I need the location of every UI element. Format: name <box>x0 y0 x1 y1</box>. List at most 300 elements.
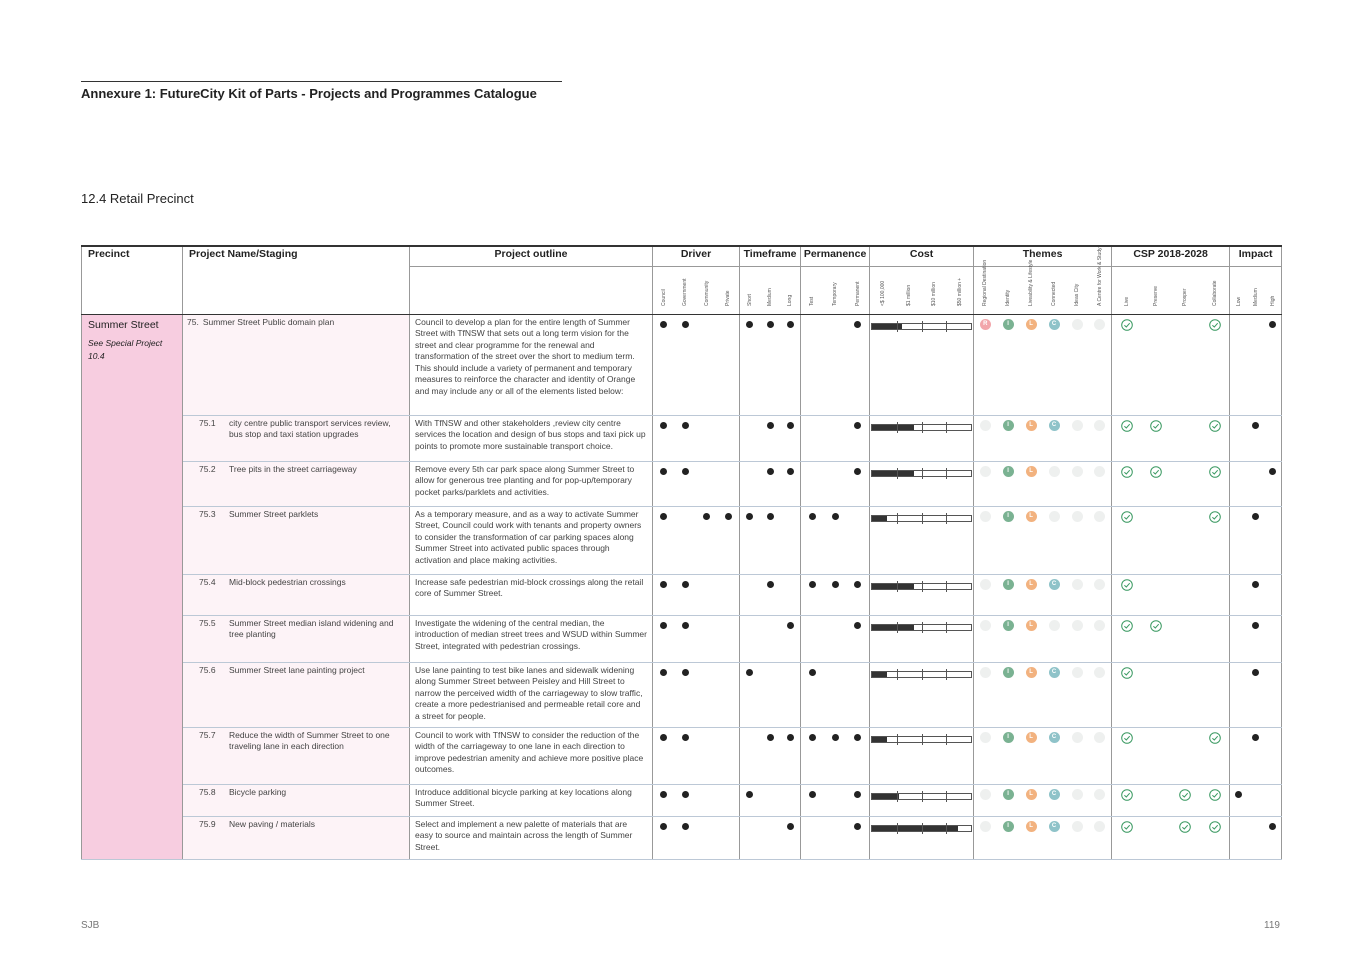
impact-cell <box>1247 727 1264 784</box>
csp-cell <box>1141 662 1171 727</box>
cost-bar <box>871 515 972 522</box>
cost-tick <box>922 513 923 524</box>
cost-tick <box>922 468 923 479</box>
permanence-dot <box>854 468 861 475</box>
csp-cell <box>1200 574 1230 615</box>
cost-tick <box>946 823 947 834</box>
permanence-dot <box>854 791 861 798</box>
table-row <box>82 816 1282 859</box>
theme-cell <box>1043 662 1066 727</box>
driver-cell <box>718 816 740 859</box>
driver-dot <box>682 622 689 629</box>
timeframe-cell <box>780 727 800 784</box>
impact-cell <box>1247 662 1264 727</box>
cost-bar-fill <box>872 516 887 521</box>
permanence-cell <box>847 314 870 415</box>
csp-cell <box>1141 816 1171 859</box>
csp-cell <box>1200 784 1230 816</box>
header-project-outline: Project outline <box>410 246 653 266</box>
subheader-themes-5: A Centre for Work & Study <box>1089 266 1112 314</box>
cost-tick <box>897 468 898 479</box>
page-number: 119 <box>1264 920 1280 931</box>
driver-dot <box>660 791 667 798</box>
subheader-themes-2: Liveability & Lifestyle <box>1020 266 1043 314</box>
csp-cell <box>1112 506 1142 574</box>
cost-cell <box>870 662 974 727</box>
timeframe-dot <box>767 321 774 328</box>
impact-cell <box>1230 784 1247 816</box>
permanence-cell <box>847 784 870 816</box>
theme-badge: I <box>1003 667 1014 678</box>
csp-cell <box>1200 506 1230 574</box>
theme-badge <box>980 667 991 678</box>
theme-badge: I <box>1003 579 1014 590</box>
theme-cell <box>974 662 997 727</box>
driver-cell <box>696 727 718 784</box>
subheader-driver-3: Private <box>718 266 740 314</box>
theme-cell <box>1066 727 1089 784</box>
csp-cell <box>1112 615 1142 662</box>
driver-cell <box>653 506 675 574</box>
theme-cell <box>1066 314 1089 415</box>
theme-badge <box>980 466 991 477</box>
subheader-permanence-0: Test <box>801 266 824 314</box>
cost-bar <box>871 470 972 477</box>
theme-cell <box>974 314 997 415</box>
cost-bar <box>871 624 972 631</box>
driver-cell <box>674 415 696 461</box>
theme-badge: I <box>1003 789 1014 800</box>
theme-cell <box>1089 784 1112 816</box>
timeframe-cell <box>760 816 780 859</box>
theme-badge <box>980 732 991 743</box>
theme-badge <box>980 789 991 800</box>
theme-cell <box>997 727 1020 784</box>
timeframe-cell <box>740 314 760 415</box>
driver-cell <box>674 461 696 506</box>
impact-dot <box>1235 791 1242 798</box>
theme-badge: C <box>1049 579 1060 590</box>
project-name-cell <box>183 415 410 461</box>
cost-bar-fill <box>872 672 887 677</box>
driver-dot <box>660 468 667 475</box>
table-row <box>82 314 1282 415</box>
theme-cell <box>1066 784 1089 816</box>
theme-cell <box>974 461 997 506</box>
cost-tick <box>946 734 947 745</box>
theme-cell <box>1043 415 1066 461</box>
subheader-timeframe-1: Medium <box>760 266 780 314</box>
csp-cell <box>1171 574 1201 615</box>
cost-tick <box>922 669 923 680</box>
check-circle-icon <box>1121 620 1133 632</box>
driver-cell <box>718 662 740 727</box>
csp-cell <box>1141 461 1171 506</box>
driver-cell <box>674 506 696 574</box>
driver-cell <box>653 662 675 727</box>
impact-cell <box>1230 415 1247 461</box>
timeframe-dot <box>767 468 774 475</box>
driver-cell <box>674 574 696 615</box>
permanence-dot <box>832 581 839 588</box>
impact-dot <box>1252 734 1259 741</box>
cost-tick <box>897 669 898 680</box>
impact-cell <box>1247 314 1264 415</box>
timeframe-cell <box>780 415 800 461</box>
impact-cell <box>1264 506 1281 574</box>
impact-cell <box>1264 662 1281 727</box>
permanence-dot <box>854 622 861 629</box>
timeframe-dot <box>787 468 794 475</box>
permanence-cell <box>801 662 824 727</box>
header-themes: Themes <box>974 246 1112 266</box>
timeframe-dot <box>746 669 753 676</box>
cost-bar-fill <box>872 625 914 630</box>
table-row <box>82 784 1282 816</box>
timeframe-cell <box>760 662 780 727</box>
driver-cell <box>696 662 718 727</box>
theme-cell <box>1043 615 1066 662</box>
timeframe-cell <box>780 461 800 506</box>
theme-cell <box>974 816 997 859</box>
theme-cell <box>1020 314 1043 415</box>
driver-cell <box>674 816 696 859</box>
theme-badge <box>1094 466 1105 477</box>
driver-cell <box>653 784 675 816</box>
driver-cell <box>718 574 740 615</box>
theme-cell <box>1089 461 1112 506</box>
subheader-themes-1: Identity <box>997 266 1020 314</box>
driver-cell <box>674 662 696 727</box>
check-circle-icon <box>1209 319 1221 331</box>
theme-badge <box>1094 579 1105 590</box>
cost-tick <box>922 321 923 332</box>
header-permanence: Permanence <box>801 246 870 266</box>
cost-cell <box>870 506 974 574</box>
theme-cell <box>1043 461 1066 506</box>
theme-cell <box>1043 784 1066 816</box>
cost-cell <box>870 784 974 816</box>
impact-cell <box>1230 314 1247 415</box>
theme-cell <box>974 727 997 784</box>
driver-dot <box>682 823 689 830</box>
cost-cell <box>870 574 974 615</box>
driver-cell <box>674 784 696 816</box>
theme-badge: R <box>980 319 991 330</box>
theme-cell <box>1020 727 1043 784</box>
theme-cell <box>1020 662 1043 727</box>
theme-cell <box>974 784 997 816</box>
permanence-dot <box>809 669 816 676</box>
driver-cell <box>653 615 675 662</box>
project-name: Summer Street lane painting project <box>229 664 365 675</box>
subheader-csp-0: Live <box>1112 266 1142 314</box>
project-name: Tree pits in the street carriageway <box>229 463 357 474</box>
table-row <box>82 506 1282 574</box>
timeframe-cell <box>760 314 780 415</box>
impact-dot <box>1252 422 1259 429</box>
theme-badge: I <box>1003 319 1014 330</box>
theme-badge: I <box>1003 420 1014 431</box>
theme-cell <box>1020 506 1043 574</box>
impact-cell <box>1230 506 1247 574</box>
timeframe-cell <box>760 784 780 816</box>
permanence-dot <box>854 321 861 328</box>
driver-dot <box>660 622 667 629</box>
timeframe-dot <box>746 791 753 798</box>
csp-cell <box>1171 615 1201 662</box>
driver-cell <box>653 816 675 859</box>
permanence-cell <box>801 784 824 816</box>
permanence-cell <box>824 784 847 816</box>
cost-tick <box>897 581 898 592</box>
permanence-cell <box>801 727 824 784</box>
project-outline: Council to work with TfNSW to consider the reduction of the width of the carriageway to one lane in each direction to improve pedestrian amenity and achieve more positive place outcomes. <box>410 727 653 784</box>
impact-cell <box>1264 574 1281 615</box>
timeframe-cell <box>760 506 780 574</box>
project-name-cell <box>183 784 410 816</box>
cost-tick <box>897 734 898 745</box>
subheader-cost-1: $1 million <box>905 284 912 306</box>
check-circle-icon <box>1179 821 1191 833</box>
theme-badge: I <box>1003 821 1014 832</box>
driver-cell <box>696 461 718 506</box>
driver-dot <box>660 513 667 520</box>
project-number: 75.8 <box>199 786 216 797</box>
theme-badge: C <box>1049 319 1060 330</box>
timeframe-cell <box>740 506 760 574</box>
timeframe-cell <box>780 662 800 727</box>
subheader-permanence-1: Temporary <box>824 266 847 314</box>
csp-cell <box>1112 574 1142 615</box>
csp-cell <box>1200 415 1230 461</box>
permanence-dot <box>854 581 861 588</box>
impact-cell <box>1247 574 1264 615</box>
timeframe-dot <box>787 422 794 429</box>
csp-cell <box>1171 506 1201 574</box>
theme-cell <box>1066 574 1089 615</box>
subheader-impact-2: High <box>1264 266 1281 314</box>
cost-cell <box>870 461 974 506</box>
subheader-themes-4: Ideas City <box>1066 266 1089 314</box>
timeframe-cell <box>760 415 780 461</box>
theme-badge <box>1094 420 1105 431</box>
csp-cell <box>1171 727 1201 784</box>
check-circle-icon <box>1121 319 1133 331</box>
impact-cell <box>1264 461 1281 506</box>
subheader-cost-0: <$ 100,000 <box>879 280 886 306</box>
project-number: 75.3 <box>199 508 216 519</box>
theme-cell <box>1066 415 1089 461</box>
theme-cell <box>997 314 1020 415</box>
project-number: 75.2 <box>199 463 216 474</box>
project-name-cell <box>183 461 410 506</box>
table-row <box>82 727 1282 784</box>
driver-cell <box>674 727 696 784</box>
subheader-csp-1: Preserve <box>1141 266 1171 314</box>
project-outline: Increase safe pedestrian mid-block crossings along the retail core of Summer Street. <box>410 574 653 615</box>
cost-cell <box>870 727 974 784</box>
timeframe-cell <box>740 615 760 662</box>
csp-cell <box>1171 662 1201 727</box>
cost-tick <box>946 513 947 524</box>
driver-cell <box>696 415 718 461</box>
driver-cell <box>696 784 718 816</box>
driver-dot <box>682 422 689 429</box>
cost-tick <box>922 823 923 834</box>
timeframe-cell <box>780 784 800 816</box>
theme-badge: I <box>1003 620 1014 631</box>
timeframe-cell <box>740 461 760 506</box>
header-driver: Driver <box>653 246 740 266</box>
driver-cell <box>696 574 718 615</box>
csp-cell <box>1171 314 1201 415</box>
impact-cell <box>1230 574 1247 615</box>
driver-cell <box>653 415 675 461</box>
csp-cell <box>1200 314 1230 415</box>
csp-cell <box>1112 415 1142 461</box>
permanence-cell <box>801 314 824 415</box>
cost-tick <box>946 791 947 802</box>
permanence-cell <box>801 615 824 662</box>
theme-badge: L <box>1026 821 1037 832</box>
impact-cell <box>1230 615 1247 662</box>
theme-cell <box>1089 615 1112 662</box>
csp-cell <box>1141 615 1171 662</box>
impact-cell <box>1264 784 1281 816</box>
theme-cell <box>997 784 1020 816</box>
impact-dot <box>1252 669 1259 676</box>
header-impact: Impact <box>1230 246 1282 266</box>
impact-dot <box>1252 513 1259 520</box>
check-circle-icon <box>1179 789 1191 801</box>
impact-dot <box>1252 622 1259 629</box>
theme-cell <box>1089 415 1112 461</box>
permanence-cell <box>824 574 847 615</box>
project-outline: With TfNSW and other stakeholders ,review city centre services the location and design of bus stops and taxi pick up points to promote more sustainable transport choice. <box>410 415 653 461</box>
theme-cell <box>997 816 1020 859</box>
theme-badge <box>1072 511 1083 522</box>
permanence-cell <box>847 727 870 784</box>
cost-tick <box>897 791 898 802</box>
theme-cell <box>1066 461 1089 506</box>
permanence-cell <box>824 314 847 415</box>
check-circle-icon <box>1209 821 1221 833</box>
project-name-cell <box>183 615 410 662</box>
driver-cell <box>653 314 675 415</box>
theme-cell <box>1020 784 1043 816</box>
driver-cell <box>674 615 696 662</box>
timeframe-dot <box>746 513 753 520</box>
permanence-dot <box>854 823 861 830</box>
project-number: 75.6 <box>199 664 216 675</box>
driver-cell <box>718 615 740 662</box>
csp-cell <box>1200 615 1230 662</box>
permanence-cell <box>847 506 870 574</box>
permanence-cell <box>801 461 824 506</box>
cost-bar <box>871 583 972 590</box>
project-name: New paving / materials <box>229 818 315 829</box>
subheader-timeframe-0: Short <box>740 266 760 314</box>
project-number: 75. <box>187 316 199 327</box>
permanence-dot <box>809 791 816 798</box>
cost-bar <box>871 671 972 678</box>
theme-cell <box>974 415 997 461</box>
permanence-dot <box>854 422 861 429</box>
project-number: 75.4 <box>199 576 216 587</box>
header-precinct: Precinct <box>82 246 183 314</box>
timeframe-cell <box>780 574 800 615</box>
project-name: Summer Street parklets <box>229 508 319 519</box>
impact-cell <box>1230 662 1247 727</box>
subheader-impact-1: Medium <box>1247 266 1264 314</box>
csp-cell <box>1171 415 1201 461</box>
project-name: city centre public transport services review, bus stop and taxi station upgrades <box>229 417 391 439</box>
theme-badge <box>1072 732 1083 743</box>
theme-cell <box>1043 816 1066 859</box>
impact-dot <box>1269 321 1276 328</box>
theme-badge <box>1094 732 1105 743</box>
precinct-note: See Special Project 10.4 <box>88 338 163 361</box>
timeframe-dot <box>787 321 794 328</box>
precinct-cell <box>82 314 183 859</box>
driver-cell <box>696 615 718 662</box>
driver-cell <box>718 461 740 506</box>
theme-badge <box>1072 319 1083 330</box>
theme-cell <box>1066 662 1089 727</box>
driver-dot <box>660 734 667 741</box>
project-name-cell <box>183 727 410 784</box>
theme-cell <box>997 461 1020 506</box>
theme-badge <box>1072 420 1083 431</box>
csp-cell <box>1141 506 1171 574</box>
cost-bar-fill <box>872 584 914 589</box>
cost-tick <box>897 422 898 433</box>
cost-cell <box>870 816 974 859</box>
impact-dot <box>1269 468 1276 475</box>
theme-badge <box>980 821 991 832</box>
check-circle-icon <box>1209 511 1221 523</box>
theme-cell <box>1020 415 1043 461</box>
theme-badge <box>1094 511 1105 522</box>
cost-tick <box>922 734 923 745</box>
subheader-csp-3: Collaborate <box>1200 266 1230 314</box>
theme-badge: C <box>1049 821 1060 832</box>
theme-badge: L <box>1026 420 1037 431</box>
check-circle-icon <box>1121 667 1133 679</box>
cost-tick <box>946 321 947 332</box>
theme-badge <box>1072 466 1083 477</box>
subheader-timeframe-2: Long <box>780 266 800 314</box>
permanence-cell <box>824 727 847 784</box>
cost-bar-fill <box>872 826 958 831</box>
theme-badge: C <box>1049 732 1060 743</box>
impact-dot <box>1269 823 1276 830</box>
driver-cell <box>718 784 740 816</box>
timeframe-cell <box>780 314 800 415</box>
csp-cell <box>1200 461 1230 506</box>
timeframe-dot <box>767 422 774 429</box>
check-circle-icon <box>1121 821 1133 833</box>
csp-cell <box>1141 314 1171 415</box>
check-circle-icon <box>1209 466 1221 478</box>
theme-badge <box>1049 620 1060 631</box>
cost-tick <box>922 622 923 633</box>
impact-cell <box>1247 415 1264 461</box>
timeframe-dot <box>787 734 794 741</box>
theme-badge: L <box>1026 579 1037 590</box>
impact-cell <box>1264 615 1281 662</box>
